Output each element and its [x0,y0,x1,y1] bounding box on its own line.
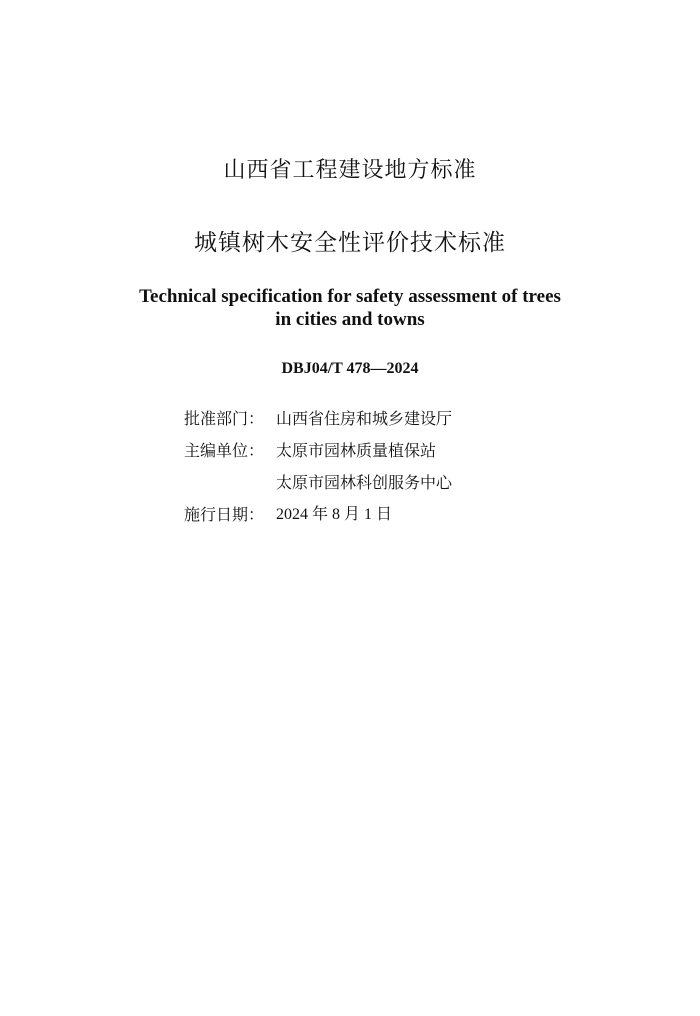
editor-row [184,439,452,471]
series-title: 山西省工程建设地方标准 [223,158,477,183]
publication-info [184,407,452,535]
effective-date-row [184,503,452,535]
editor-row-2 [184,471,452,503]
effective-date-label: 施行日期： [184,505,265,524]
standard-title-english [0,285,700,331]
editor-label-spacer [184,471,276,503]
editor-label: 主编单位： [184,441,265,460]
english-title-line-1: Technical specification for safety assessment of trees [139,286,561,307]
standard-code: DBJ04/T 478—2024 [281,360,419,377]
effective-date-value: 2024 年 8 月 1 日 [276,506,393,523]
editor-value-2: 太原市园林科创服务中心 [276,473,453,492]
editor-value-1: 太原市园林质量植保站 [276,441,437,460]
approver-value: 山西省住房和城乡建设厅 [276,409,453,428]
approver-row [184,407,452,439]
english-title-line-2: in cities and towns [275,309,425,330]
standard-title-chinese: 城镇树木安全性评价技术标准 [194,230,506,256]
approver-label: 批准部门： [184,409,265,428]
